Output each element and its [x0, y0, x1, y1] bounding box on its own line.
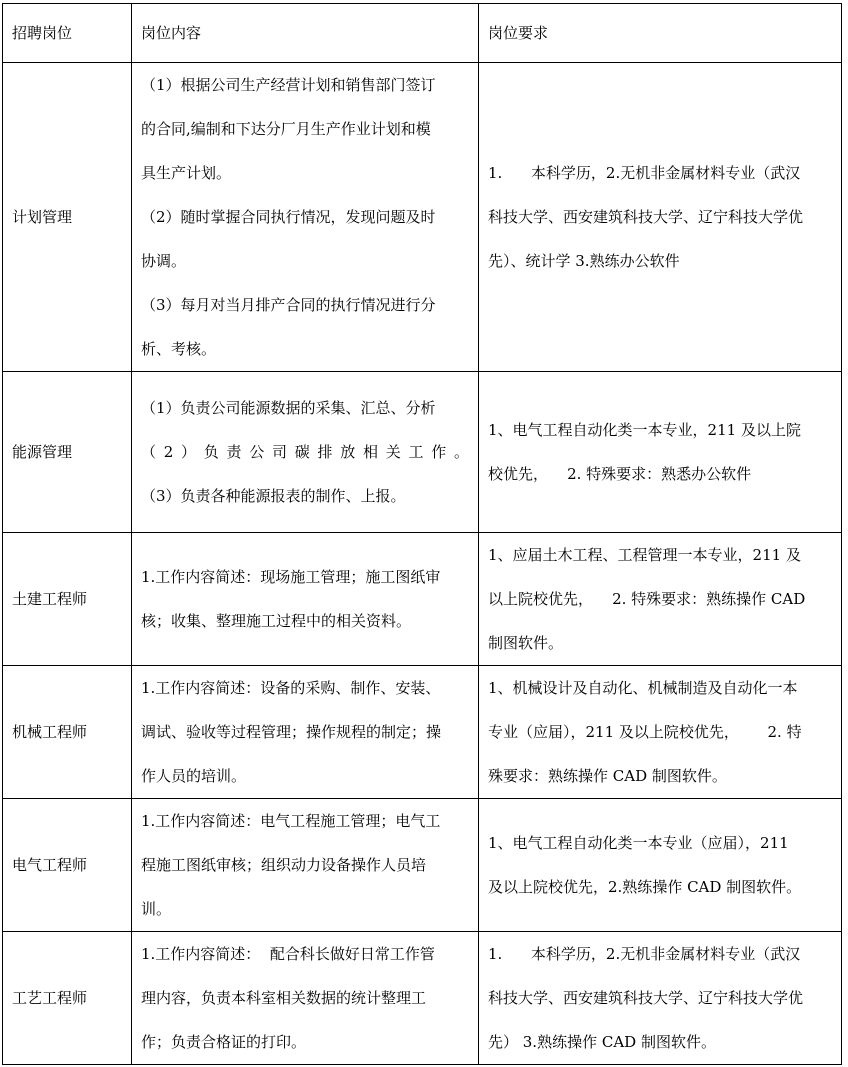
duties-cell: [132, 666, 479, 799]
duties-line: （3）每月对当月排产合同的执行情况进行分: [141, 296, 436, 314]
duties-cell: [132, 799, 479, 932]
duties-line: 具生产计划。: [141, 164, 232, 182]
duties-line: 1.工作内容简述：电气工程施工管理；电气工: [141, 812, 441, 830]
table-row: [3, 372, 842, 533]
duties-line: （3）负责各种能源报表的制作、上报。: [141, 487, 406, 505]
header-position: 招聘岗位: [3, 4, 132, 63]
duties-line: 作人员的培训。: [141, 767, 247, 785]
duties-cell: [132, 63, 479, 372]
duties-line: 核；收集、整理施工过程中的相关资料。: [141, 612, 412, 630]
header-duties: 岗位内容: [132, 4, 479, 63]
requirements-line: 校优先， 2. 特殊要求：熟悉办公软件: [488, 465, 752, 483]
duties-line: 1.工作内容简述：设备的采购、制作、安装、: [141, 679, 441, 697]
duties-cell: [132, 932, 479, 1065]
table-header-row: [3, 4, 842, 63]
requirements-cell: [479, 372, 842, 533]
position-cell: 电气工程师: [3, 799, 132, 932]
duties-line: 理内容，负责本科室相关数据的统计整理工: [141, 989, 427, 1007]
duties-line: 协调。: [141, 252, 187, 270]
duties-line: 的合同,编制和下达分厂月生产作业计划和模: [141, 120, 431, 138]
duties-cell: [132, 533, 479, 666]
requirements-line: 制图软件。: [488, 634, 564, 652]
position-cell: 工艺工程师: [3, 932, 132, 1065]
duties-line: 调试、验收等过程管理；操作规程的制定；操: [141, 723, 442, 741]
requirements-line: 先）、统计学 3.熟练办公软件: [488, 252, 680, 270]
requirements-cell: [479, 63, 842, 372]
duties-line: （2）负责公司碳排放相关工作。: [141, 443, 469, 461]
requirements-line: 先） 3.熟练操作 CAD 制图软件。: [488, 1033, 716, 1051]
position-cell: 机械工程师: [3, 666, 132, 799]
duties-line: 析、考核。: [141, 340, 217, 358]
duties-line: （1）根据公司生产经营计划和销售部门签订: [141, 76, 436, 94]
table-row: [3, 63, 842, 372]
duties-line: （2）随时掌握合同执行情况，发现问题及时: [141, 208, 436, 226]
duties-cell: [132, 372, 479, 533]
table-row: [3, 533, 842, 666]
requirements-line: 以上院校优先， 2. 特殊要求：熟练操作 CAD: [488, 590, 806, 608]
requirements-line: 1、机械设计及自动化、机械制造及自动化一本: [488, 679, 798, 697]
table-row: [3, 666, 842, 799]
requirements-line: 1. 本科学历，2.无机非金属材料专业（武汉: [488, 164, 801, 182]
table-row: [3, 799, 842, 932]
table-row: [3, 932, 842, 1065]
recruitment-table: [2, 3, 842, 1065]
header-requirements: 岗位要求: [479, 4, 842, 63]
requirements-line: 1. 本科学历，2.无机非金属材料专业（武汉: [488, 945, 801, 963]
position-cell: 土建工程师: [3, 533, 132, 666]
requirements-cell: [479, 932, 842, 1065]
duties-line: 1.工作内容简述：现场施工管理；施工图纸审: [141, 568, 441, 586]
requirements-line: 1、应届土木工程、工程管理一本专业，211 及: [488, 546, 801, 564]
duties-line: 程施工图纸审核；组织动力设备操作人员培: [141, 856, 427, 874]
requirements-line: 及以上院校优先，2.熟练操作 CAD 制图软件。: [488, 878, 802, 896]
requirements-cell: [479, 533, 842, 666]
duties-line: （1）负责公司能源数据的采集、汇总、分析: [141, 399, 436, 417]
duties-line: 1.工作内容简述： 配合科长做好日常工作管: [141, 945, 435, 963]
requirements-line: 1、电气工程自动化类一本专业（应届），211: [488, 834, 789, 852]
requirements-line: 专业（应届），211 及以上院校优先， 2. 特: [488, 723, 802, 741]
requirements-cell: [479, 666, 842, 799]
requirements-cell: [479, 799, 842, 932]
requirements-line: 殊要求：熟练操作 CAD 制图软件。: [488, 767, 727, 785]
position-cell: 计划管理: [3, 63, 132, 372]
requirements-line: 科技大学、西安建筑科技大学、辽宁科技大学优: [488, 208, 804, 226]
requirements-line: 1、电气工程自动化类一本专业，211 及以上院: [488, 421, 801, 439]
duties-line: 作；负责合格证的打印。: [141, 1033, 307, 1051]
position-cell: 能源管理: [3, 372, 132, 533]
requirements-line: 科技大学、西安建筑科技大学、辽宁科技大学优: [488, 989, 804, 1007]
duties-line: 训。: [141, 900, 172, 918]
